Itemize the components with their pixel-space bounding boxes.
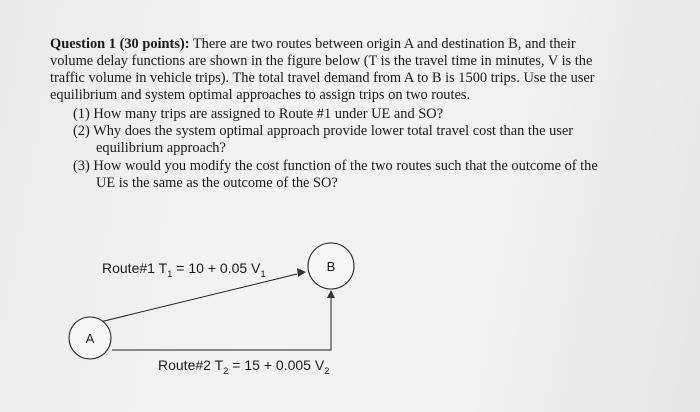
route-2-label-sub: 2 [223,366,229,377]
question-line-3: traffic volume in vehicle trips). The total travel demand from A to B is 1500 trips. Use the user [50,70,595,86]
route-1-label-sub: 1 [167,269,173,280]
route-1-arrowhead [297,268,306,277]
question-intro: There are two routes between origin A and destination B, and their [192,36,576,52]
subquestion-3-cont: UE is the same as the outcome of the SO? [96,175,338,191]
question-line-4: equilibrium and system optimal approaches to assign trips on two routes. [50,87,471,103]
question-label: Question 1 (30 points): [50,36,190,52]
route-2-link [112,296,331,350]
subquestion-2: (2) Why does the system optimal approach provide lower total travel cost than the user [73,123,574,139]
route-1-label-prefix: Route#1 T [102,260,168,276]
route-1-label [102,260,266,280]
route-2-arrowhead [327,290,335,298]
route-2-label [158,357,329,377]
route-2-label-formula: = 15 + 0.005 V [228,357,325,373]
route-1-link [100,274,297,322]
question-line-2: volume delay functions are shown in the figure below (T is the travel time in minutes, V is the [50,53,593,69]
node-b-label: B [326,259,336,274]
route-1-label-var-sub: 1 [260,269,266,280]
subquestion-2-cont: equilibrium approach? [96,140,226,156]
route-2-label-prefix: Route#2 T [158,357,224,373]
subquestion-3: (3) How would you modify the cost function of the two routes such that the outcome of the [73,158,598,174]
route-1-label-formula: = 10 + 0.05 V [172,260,261,276]
subquestion-1: (1) How many trips are assigned to Route #1 under UE and SO? [73,106,444,122]
node-a-label: A [85,331,95,346]
route-2-label-var-sub: 2 [324,366,330,377]
